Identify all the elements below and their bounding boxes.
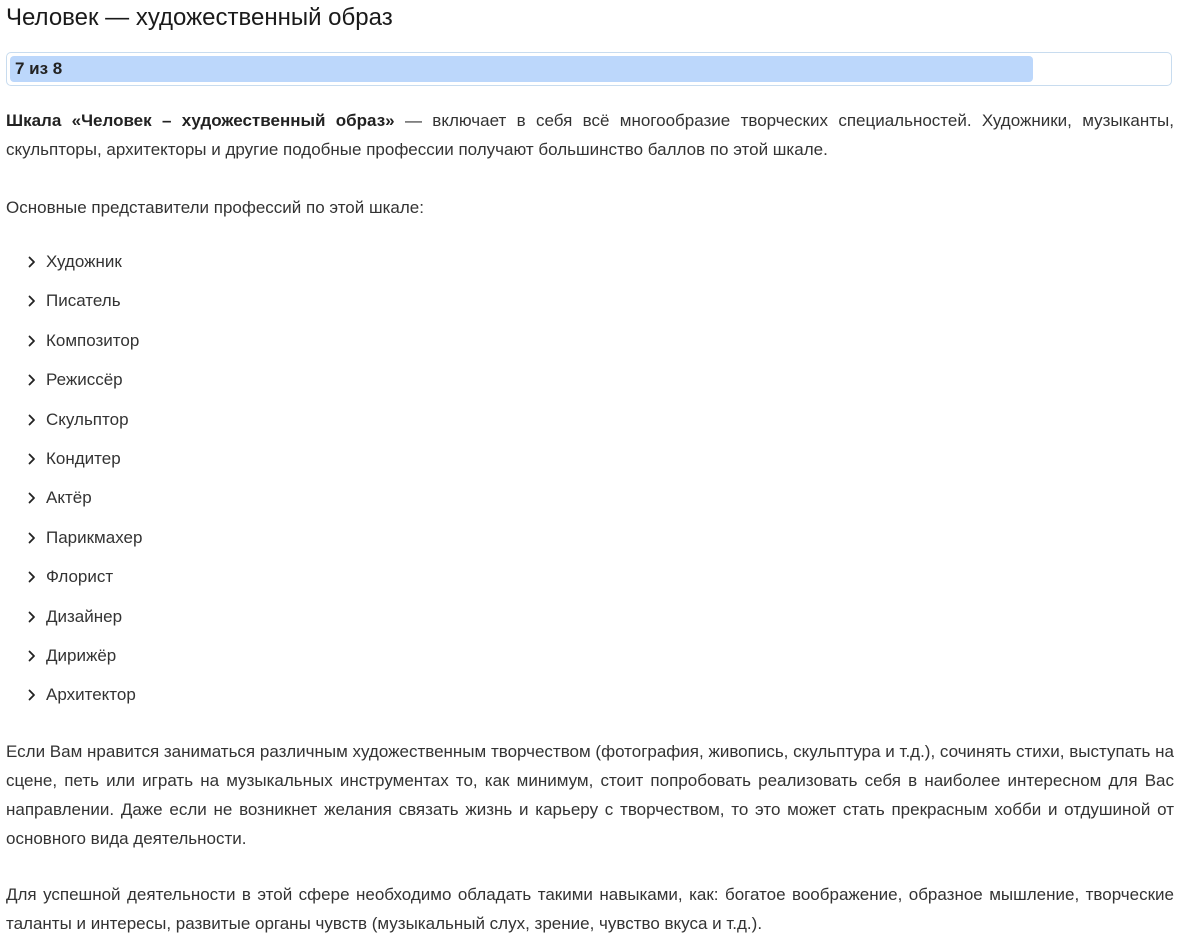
- chevron-right-icon: [26, 439, 38, 478]
- list-item-label: Кондитер: [46, 448, 121, 468]
- progress-label: 7 из 8: [15, 59, 63, 78]
- profession-list: [6, 242, 142, 715]
- paragraph-hobby: Если Вам нравится заниматься различным художественным творчеством (фотография, живопись, скульптура и т.д.), сочинять стихи, выступать на сцене, петь или играть на музыкальных инструментах то, как минимум, стоит попробовать реализовать себя в наиболее интересном для Вас направлении. Даже если не возникнет желания связать жизнь и карьеру с творчеством, то это может стать прекрасным хобби и отдушиной от основного вида деятельности.: [6, 742, 1174, 848]
- list-item-label: Парикмахер: [46, 527, 143, 547]
- chevron-right-icon: [26, 242, 38, 281]
- page-title: Человек — художественный образ: [6, 4, 393, 31]
- chevron-right-icon: [26, 360, 38, 399]
- paragraph-skills: Для успешной деятельности в этой сфере необходимо обладать такими навыками, как: богатое воображение, образное мышление, творческие таланты и интересы, развитые органы чувств (музыкальный слух, зрение, чувство вкуса и т.д.).: [6, 885, 1174, 933]
- chevron-right-icon: [26, 636, 38, 675]
- list-item-label: Художник: [46, 252, 122, 271]
- list-item: [6, 400, 142, 439]
- list-item-label: Дирижёр: [46, 645, 117, 665]
- list-item: [6, 360, 142, 399]
- chevron-right-icon: [26, 478, 38, 517]
- chevron-right-icon: [26, 281, 38, 320]
- chevron-right-icon: [26, 675, 38, 714]
- list-item: [6, 321, 142, 360]
- intro-bold: Шкала «Человек – художественный образ»: [6, 111, 395, 130]
- list-item: [6, 557, 142, 596]
- list-item: [6, 675, 142, 714]
- list-item: [6, 439, 142, 478]
- list-item: [6, 242, 142, 281]
- chevron-right-icon: [26, 518, 38, 557]
- progress-fill: [10, 56, 1033, 82]
- list-item: [6, 518, 142, 557]
- list-item-label: Режиссёр: [46, 370, 123, 390]
- list-item-label: Актёр: [46, 488, 92, 508]
- list-item: [6, 636, 142, 675]
- intro-rest: — включает в себя всё многообразие творческих специальностей. Художники, музыканты, скульпторы, архитекторы и другие подобные профессии получают большинство баллов по этой шкале.: [6, 111, 1174, 159]
- intro-paragraph: [6, 106, 1174, 164]
- list-item-label: Композитор: [46, 330, 140, 350]
- list-item-label: Дизайнер: [46, 606, 123, 626]
- list-item: [6, 597, 142, 636]
- list-item-label: Архитектор: [46, 685, 136, 705]
- list-item-label: Флорист: [46, 567, 114, 587]
- chevron-right-icon: [26, 597, 38, 636]
- list-item: [6, 478, 142, 517]
- list-item-label: Скульптор: [46, 409, 129, 429]
- progress-bar: [6, 52, 1172, 86]
- chevron-right-icon: [26, 557, 38, 596]
- list-item-label: Писатель: [46, 291, 121, 311]
- chevron-right-icon: [26, 400, 38, 439]
- list-item: [6, 281, 142, 320]
- list-heading: Основные представители профессий по этой шкале:: [6, 198, 424, 217]
- chevron-right-icon: [26, 321, 38, 360]
